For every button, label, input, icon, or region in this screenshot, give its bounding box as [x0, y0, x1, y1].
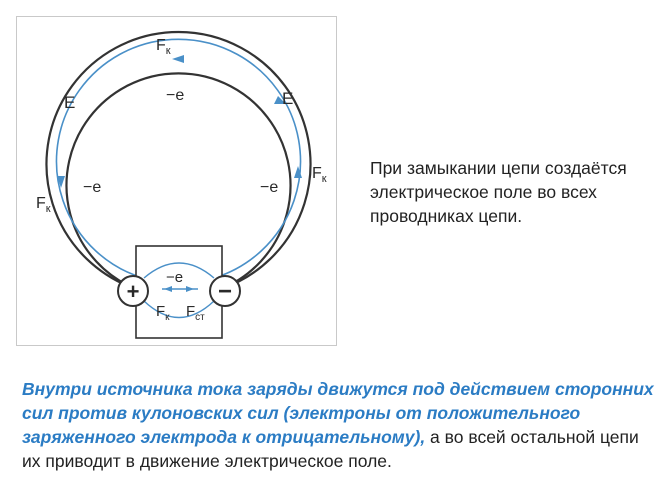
field-line	[56, 39, 300, 278]
caption-text: При замыкании цепи создаётся электрическое поле во всех проводниках цепи.	[370, 158, 627, 226]
coulomb-force-right: $F_к$	[312, 165, 327, 185]
electron-label-top: −e	[166, 87, 185, 104]
external-force-source: $F_{ст}$	[186, 303, 205, 323]
field-label-left: E	[64, 93, 76, 112]
electron-label-right: −e	[260, 179, 279, 196]
coulomb-force-left: $F_к$	[36, 195, 51, 215]
plus-symbol: +	[126, 279, 140, 304]
coulomb-force-top: $F_к$	[156, 37, 171, 57]
explanation-text	[22, 377, 662, 473]
explanation-rest: а во всей остальной цепи их приводит в движение электрическое поле.	[22, 427, 639, 471]
explanation-highlight: Внутри источника тока заряды движутся под действием сторонних сил против кулоновских сил (электроны от положительного заряженного электрода к отрицательному),	[22, 379, 654, 447]
electron-label-source: −e	[166, 269, 184, 286]
minus-symbol: −	[217, 278, 233, 305]
coulomb-force-source: $F_к$	[156, 303, 170, 323]
field-label-right: E	[282, 89, 294, 108]
top-arrow	[172, 55, 184, 63]
electron-label-left: −e	[83, 179, 102, 196]
circuit-diagram	[16, 16, 337, 346]
